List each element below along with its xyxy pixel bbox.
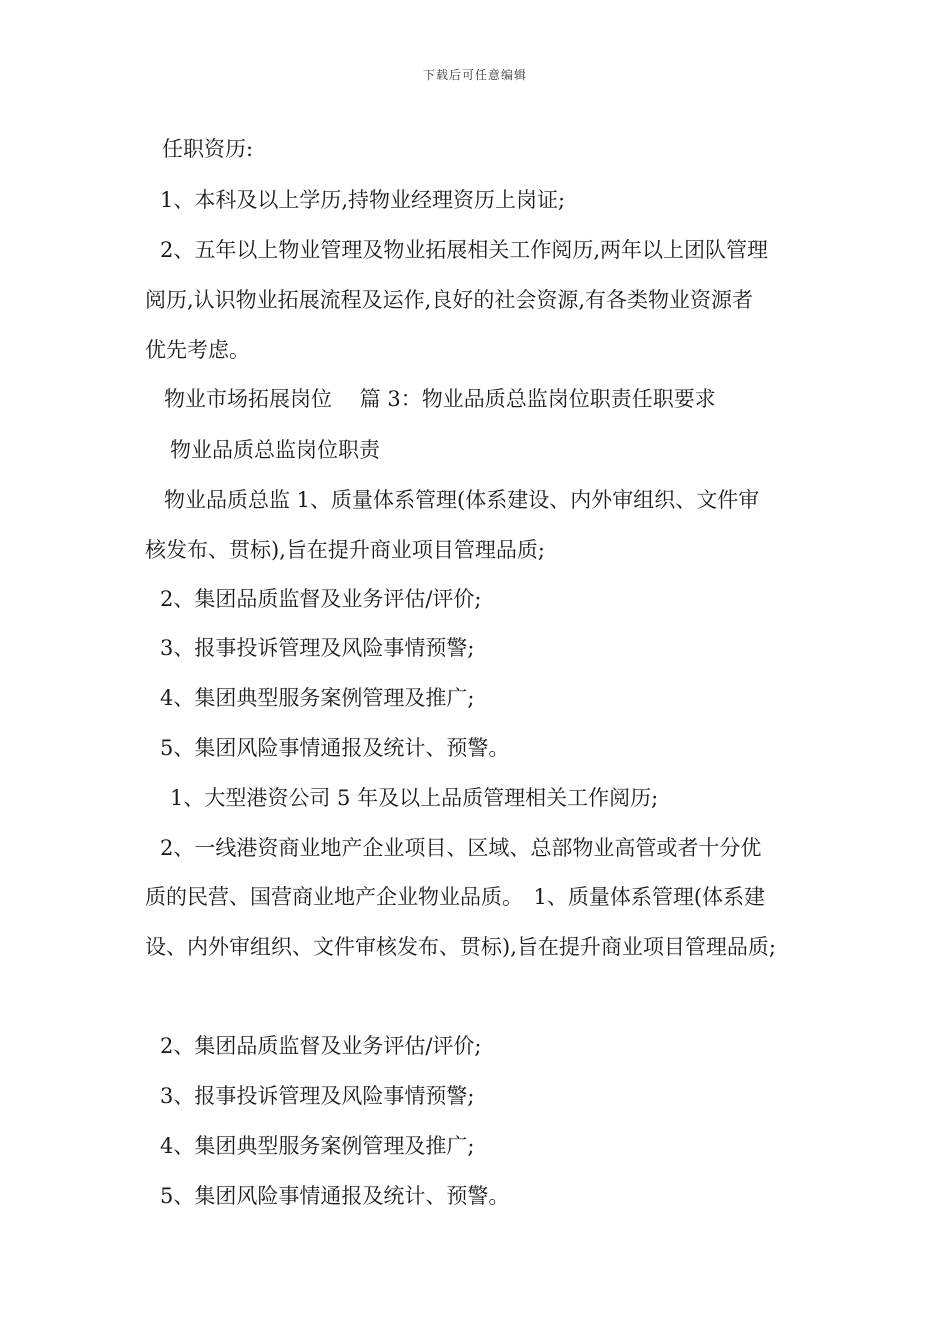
text-line: 质的民营、国营商业地产企业物业品质。 1、质量体系管理(体系建 bbox=[145, 885, 766, 909]
text-line: 2、集团品质监督及业务评估/评价; bbox=[160, 1034, 482, 1058]
text-line: 任职资历: bbox=[162, 137, 254, 161]
text-line: 物业市场拓展岗位 篇 3：物业品质总监岗位职责任职要求 bbox=[164, 387, 716, 411]
text-line: 5、集团风险事情通报及统计、预警。 bbox=[160, 736, 510, 760]
text-line: 核发布、贯标),旨在提升商业项目管理品质; bbox=[145, 538, 545, 562]
text-line: 4、集团典型服务案例管理及推广; bbox=[160, 686, 475, 710]
text-line: 3、报事投诉管理及风险事情预警; bbox=[160, 1084, 475, 1108]
page-header: 下载后可任意编辑 bbox=[422, 68, 527, 82]
text-line: 物业品质总监岗位职责 bbox=[170, 438, 380, 462]
text-line: 2、一线港资商业地产企业项目、区域、总部物业高管或者十分优 bbox=[160, 836, 762, 860]
text-line: 1、大型港资公司 5 年及以上品质管理相关工作阅历; bbox=[170, 786, 659, 810]
text-line: 4、集团典型服务案例管理及推广; bbox=[160, 1134, 475, 1158]
text-line: 2、集团品质监督及业务评估/评价; bbox=[160, 587, 482, 611]
text-line: 优先考虑。 bbox=[145, 338, 250, 362]
text-line: 1、本科及以上学历,持物业经理资历上岗证; bbox=[160, 188, 566, 212]
text-line: 设、内外审组织、文件审核发布、贯标),旨在提升商业项目管理品质; bbox=[145, 935, 776, 959]
text-line: 3、报事投诉管理及风险事情预警; bbox=[160, 636, 475, 660]
text-line: 5、集团风险事情通报及统计、预警。 bbox=[160, 1184, 510, 1208]
text-line: 物业品质总监 1、质量体系管理(体系建设、内外审组织、文件审 bbox=[164, 488, 760, 512]
text-line: 阅历,认识物业拓展流程及运作,良好的社会资源,有各类物业资源者 bbox=[145, 288, 754, 312]
text-line: 2、五年以上物业管理及物业拓展相关工作阅历,两年以上团队管理 bbox=[160, 238, 769, 262]
